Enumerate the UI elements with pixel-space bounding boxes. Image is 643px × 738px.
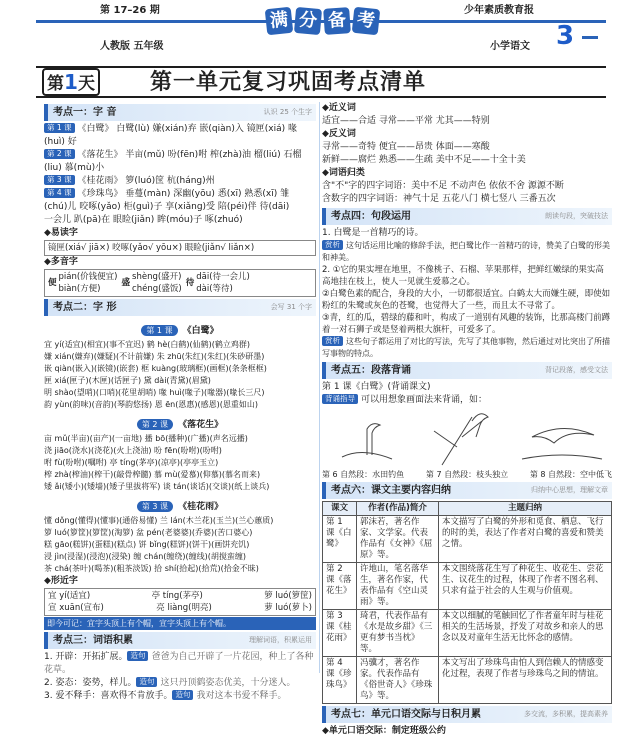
section-title: 考点五：段落背诵 — [331, 365, 411, 376]
near-row — [48, 602, 312, 614]
text-line — [44, 149, 316, 162]
near-item: 亮 liàng(明亮) — [156, 603, 212, 613]
table-cell: 冯骥才，著名作家。代表作品有《俗世奇人》《珍珠鸟》等。 — [357, 657, 439, 704]
poly-reading: biàn(方便) — [58, 284, 101, 294]
poly-reading: chéng(盛饭) — [132, 284, 182, 294]
sentence: 2. ①它的果实埋在地里，不像桃子、石榴、苹果那样，把鲜红嫩绿的果实高高地挂在枝上，使人一见就生爱慕之心。 — [322, 265, 604, 287]
section-tip: 认识 25 个生字 — [263, 108, 312, 116]
near-item: 宣 xuān(宣布) — [48, 603, 104, 613]
sentence: ②白鹭色素的配合，身段的大小，一切都很适宜。白鹤太大而嫌生硬，即使如粉红的朱鹭或灰色的苍鹭，也觉得大了一些，而且太不寻常了。 — [322, 289, 611, 311]
table-cell: 琦君，代表作品有《水是故乡甜》《三更有梦书当枕》等。 — [357, 610, 439, 657]
section-title: 考点二：字 形 — [53, 302, 117, 313]
example-tag: 造句 — [136, 677, 157, 687]
table-cell: 第 3 课《桂花雨》 — [323, 610, 357, 657]
section-title: 考点三：词语积累 — [53, 635, 133, 646]
banner — [266, 8, 379, 38]
lesson-heading — [44, 494, 316, 514]
vocab-item — [44, 677, 316, 690]
section-tip: 理解词语，积累运用 — [249, 636, 312, 644]
char-row: 亩 mǔ(半亩)(亩产)(一亩地) 播 bō(播种)(广播)(声名远播) — [44, 434, 248, 443]
recite-lesson: 第 1 课《白鹭》(背诵课文) — [322, 382, 431, 392]
poly-reading: shèng(盛开) — [132, 272, 182, 282]
section-title: 考点四：句段运用 — [331, 211, 411, 222]
antonym-line: 新鲜——腐烂 熟悉——生疏 美中不足——十全十美 — [322, 155, 526, 165]
column-header: 主题归纳 — [439, 502, 612, 516]
analysis-tag: 赏析 — [322, 240, 343, 250]
section-tip: 朗读句段，突破技法 — [545, 212, 608, 220]
vocab-item — [44, 651, 316, 677]
caption: 第 6 自然段：水田钓鱼 — [322, 470, 405, 479]
memory-tip: 即今可记：宜字头顶上有个帽，宣字头顶上有个帽。 — [44, 617, 316, 630]
issue-label: 第 17–26 期 — [100, 5, 160, 16]
subheading: ◆易读字 — [44, 228, 78, 238]
polyphone-item — [186, 271, 250, 295]
vocab-example: 这只丹顶鹤姿态优美，十分迷人。 — [160, 678, 296, 688]
vocab-def: 3. 爱不释手：喜欢得不肯放手。 — [44, 691, 173, 701]
line-text: 《落花生》 半亩(mǔ) 吩(fēn)咐 榨(zhà)油 榴(liú) 石榴 — [77, 150, 302, 160]
near-item: 亭 tíng(茅亭) — [151, 591, 203, 601]
sentence: 1. 白鹭是一首精巧的诗。 — [322, 228, 424, 238]
subheading: ◆多音字 — [44, 257, 78, 267]
near-item: 箩 luó(箩筐) — [264, 591, 312, 601]
horizon-line — [522, 455, 602, 459]
lesson-tag: 第 3 课 — [137, 501, 173, 512]
table-cell: 本文写出了珍珠鸟由怕人到信赖人的情感变化过程，表现了作者与珍珠鸟之间的情谊。 — [439, 657, 612, 704]
section-tip: 背记段落，感受文法 — [545, 366, 608, 374]
vocab-item — [44, 690, 316, 703]
left-column — [44, 102, 316, 701]
banner-char: 满 — [265, 7, 294, 36]
subheading: ◆反义词 — [322, 129, 356, 139]
lesson-name: 《白鹭》 — [182, 326, 219, 336]
table-row — [323, 610, 612, 657]
antonym-line: 寻常——奇特 便宜——昂贵 体面——寒酸 — [322, 142, 490, 152]
lesson-name: 《落花生》 — [178, 420, 224, 430]
char-row: 韵 yùn(韵味)(音韵)(琴韵悠扬) 恩 ēn(恩惠)(感恩)(恩重如山) — [44, 400, 258, 409]
char-row: 矮 ǎi(矮小)(矮墙)(矮子里拔将军) 谈 tán(谈话)(交谈)(纸上谈兵) — [44, 482, 270, 491]
section-header — [44, 104, 316, 121]
text-line: (huì) 好 — [44, 137, 77, 147]
subheading: ◆近义词 — [322, 103, 356, 113]
text-line — [44, 175, 316, 188]
banner-char: 备 — [323, 7, 351, 35]
easy-read-box: 镜匣(xiá√ jiā×) 咬啄(yǎo√ yōu×) 眼睑(jiǎn√ liǎn×) — [44, 240, 316, 256]
char-row: 明 shào(望哨)(口哨)(花里胡哨) 喙 huì(喙子)(喙器)(喙长三尺) — [44, 388, 265, 397]
vocab-example: 我对这本书爱不释手。 — [196, 691, 287, 701]
subheading: ◆形近字 — [44, 576, 78, 586]
lesson-heading — [44, 318, 316, 338]
guide-text: 可以用想象画面法来背诵，如： — [361, 395, 488, 405]
analysis — [322, 240, 612, 264]
section-tip: 多交流，多积累，提高素养 — [524, 710, 608, 718]
lesson-tag: 第 3 课 — [44, 175, 75, 185]
table-cell: 第 4 课《珍珠鸟》 — [323, 657, 357, 704]
page-header — [0, 0, 643, 62]
branch-icon — [434, 417, 482, 465]
line-text: 《桂花雨》 箩(luó)筐 杭(háng)州 — [77, 176, 215, 186]
table-cell: 第 2 课《落花生》 — [323, 563, 357, 610]
char-row: 榨 zhà(榨油)(榨干)(敲骨榨髓) 慕 mù(爱慕)(仰慕)(慕名而来) — [44, 470, 261, 479]
polyphone-box — [44, 269, 316, 297]
poly-reading: pián(价钱便宜) — [58, 272, 118, 282]
char-row: 嫌 xián(嫌弃)(嫌疑)(不计前嫌) 朱 zhū(朱红)(朱红)(朱砂研墨) — [44, 352, 265, 361]
section-header — [44, 632, 316, 649]
analysis-tag: 赏析 — [322, 336, 343, 346]
egret-perched-icon — [472, 414, 488, 437]
char-row: 咐 fù(吩咐)(嘱咐) 亭 tíng(茅亭)(凉亭)(亭亭玉立) — [44, 458, 219, 467]
lesson-tag: 第 1 课 — [44, 123, 75, 133]
section-header — [322, 706, 612, 723]
char-row: 嵌 qiàn(嵌入)(嵌镜)(嵌套) 框 kuàng(玻璃框)(画框)(条条框框) — [44, 364, 267, 373]
page-number-dash — [582, 36, 598, 39]
line-text: 《珍珠鸟》 垂蔓(màn) 深幽(yōu) 悉(xī) 熟悉(xī) 雏 — [77, 189, 290, 199]
char-row: 懂 dǒng(懂得)(懂事)(通俗易懂) 兰 lán(木兰花)(玉兰)(兰心蕙质) — [44, 516, 274, 525]
section-title: 考点七：单元口语交际与日积月累 — [331, 709, 481, 720]
char-row: 箩 luó(箩筐)(箩筐)(淘箩) 盆 pén(老婆婆)(乔婆)(苦口婆心) — [44, 528, 253, 537]
subheading: ◆词语归类 — [322, 168, 365, 178]
near-form-box — [44, 588, 316, 616]
day-post: 天 — [77, 74, 95, 94]
caption: 第 8 自然段：空中低飞 — [529, 470, 612, 479]
table-cell: 本文描写了白鹭的外形和觅食、栖息、飞行的时的美，表达了作者对白鹭的喜爱和赞美之情。 — [439, 516, 612, 563]
lesson-heading — [44, 412, 316, 432]
poly-char: 便 — [48, 278, 57, 288]
section-tip: 归纳中心思想，理解文章 — [531, 486, 608, 494]
day-pre: 第 — [47, 74, 65, 94]
near-item: 萝 luó(萝卜) — [264, 603, 312, 613]
column-header: 作者(作品)简介 — [357, 502, 439, 516]
char-row: 宜 yí(适宜)(相宜)(事不宜迟) 鹤 hè(白鹤)(仙鹤)(鹤立鸡群) — [44, 340, 251, 349]
table-cell: 第 1 课《白鹭》 — [323, 516, 357, 563]
lesson-tag: 第 2 课 — [137, 419, 173, 430]
right-column — [322, 102, 612, 736]
near-row — [48, 590, 312, 602]
day-number: 1 — [64, 70, 78, 94]
table-cell: 郭沫若，著名作家、文学家。代表作品有《女神》《屈原》等。 — [357, 516, 439, 563]
char-row: 茶 chá(茶叶)(喝茶)(粗茶淡饭) 拾 shí(拾起)(拾荒)(拾金不昧) — [44, 564, 259, 573]
table-row — [323, 516, 612, 563]
table-header-row — [323, 502, 612, 516]
section-header — [44, 299, 316, 316]
vocab-example: 爸爸为自己开辟了一片花园，种上了各种花草。 — [44, 652, 314, 675]
section-tip: 会写 31 个字 — [270, 303, 312, 311]
poly-reading: dài(等待) — [196, 284, 233, 294]
polyphone-item — [122, 271, 182, 295]
table-row — [323, 657, 612, 704]
page-number: 3 — [556, 21, 575, 51]
guide-tag: 背诵指导 — [322, 394, 358, 404]
char-row: 浸 jìn(浸湿)(浸泡)(浸染) 缠 chán(缠绕)(缠线)(胡搅蛮缠) — [44, 552, 247, 561]
poly-char: 待 — [185, 278, 195, 288]
edition-label: 人教版 五年级 — [100, 41, 164, 52]
day-badge — [42, 68, 100, 96]
section-title: 考点一：字 音 — [53, 107, 117, 118]
table-cell: 许地山，笔名落华生，著名作家，代表作品有《空山灵雨》等。 — [357, 563, 439, 610]
subject-label: 小学语文 — [490, 41, 530, 52]
page-title: 第一单元复习巩固考点清单 — [150, 70, 427, 95]
line-text: 《白鹭》 白鹭(lù) 嫌(xián)弃 嵌(qiàn)入 镜匣(xiá) 喙 — [77, 124, 297, 134]
column-header: 课文 — [323, 502, 357, 516]
egret-sketches — [322, 407, 612, 469]
lesson-tag: 第 1 课 — [141, 325, 177, 336]
recite-guide — [322, 394, 612, 407]
lesson-tag: 第 4 课 — [44, 188, 75, 198]
polyphone-item — [48, 271, 118, 295]
category-line: 含"不"字的四字词语：美中不足 不动声色 依依不舍 源源不断 — [322, 181, 564, 191]
section-title: 考点六：课文主要内容归纳 — [331, 485, 451, 496]
table-row — [323, 563, 612, 610]
category-line: 含数字的四字词语：神气十足 五花八门 横七竖八 三番五次 — [322, 194, 556, 204]
analysis-text: 这些句子都运用了对比的写法，先写了其他事物，然后通过对比突出了所描写事物的特点。 — [322, 337, 610, 358]
table-cell: 本文以细腻的笔触回忆了作者童年时与桂花相关的生活场景，抒发了对故乡和亲人的思念以及对童年生活无比怀念的感情。 — [439, 610, 612, 657]
table-cell: 本文围绕落花生写了种花生、收花生、尝花生、议花生的过程，体现了作者不图名利、只求有益于社会的人生观与价值观。 — [439, 563, 612, 610]
egret-fishing-icon — [367, 424, 380, 455]
illustration-captions — [322, 469, 612, 480]
analysis-text: 这句话运用比喻的修辞手法，把白鹭比作一首精巧的诗，赞美了白鹭的形美和神美。 — [322, 241, 610, 262]
example-tag: 造句 — [127, 651, 148, 661]
text-line: 一会儿 趴(pā)在 眼睑(jiǎn) 眸(móu)子 啄(zhuó) — [44, 215, 243, 225]
vocab-def: 2. 姿态：姿势，样儿。 — [44, 678, 137, 688]
poly-reading: dāi(待一会儿) — [196, 272, 250, 282]
sentence: ③青，红的瓜，碧绿的藤和叶，构成了一道别有风趣的装饰，比那高楼门前蹲着一对石狮子或是竖着两根大旗杆，可爱多了。 — [322, 313, 611, 335]
char-row: 匣 xiá(匣子)(木匣)(话匣子) 黛 dài(青黛)(眉黛) — [44, 376, 211, 385]
summary-table — [322, 501, 612, 704]
egret-illustrations — [322, 407, 612, 469]
section-header — [322, 208, 612, 225]
banner-char: 考 — [352, 7, 381, 36]
vocab-def: 1. 开辟：开拓扩展。 — [44, 652, 128, 662]
synonym-line: 适宜——合适 寻常——平常 尤其——特别 — [322, 116, 490, 126]
section-header — [322, 362, 612, 379]
example-tag: 造句 — [172, 690, 193, 700]
char-row: 浇 jiāo(浇水)(浇花)(火上浇油) 吩 fēn(吩咐)(吩咐) — [44, 446, 222, 455]
text-line: (liu) 慕(mù)小 — [44, 163, 105, 173]
lesson-name: 《桂花雨》 — [178, 502, 224, 512]
lesson-tag: 第 2 课 — [44, 149, 75, 159]
banner-char: 分 — [294, 7, 322, 35]
subheading: ◆单元口语交际：制定班级公约 — [322, 726, 446, 736]
poly-char: 盛 — [121, 278, 131, 288]
text-line — [44, 188, 316, 201]
egret-flying-icon — [532, 428, 594, 443]
paper-name: 少年素质教育报 — [464, 5, 534, 16]
text-line — [44, 123, 316, 136]
text-line: (chú)儿 咬啄(yǎo) 柜(guì)子 享(xiǎng)受 陪(péi)伴 待(dāi) — [44, 202, 290, 212]
char-row: 糕 gāo(糕饼)(蛋糕)(糕点) 饼 bǐng(糕饼)(饼干)(画饼充饥) — [44, 540, 250, 549]
section-header — [322, 482, 612, 499]
column-divider — [319, 102, 320, 673]
caption: 第 7 自然段：枝头独立 — [425, 470, 509, 479]
near-item: 宜 yí(适宜) — [48, 591, 91, 601]
analysis — [322, 336, 612, 360]
